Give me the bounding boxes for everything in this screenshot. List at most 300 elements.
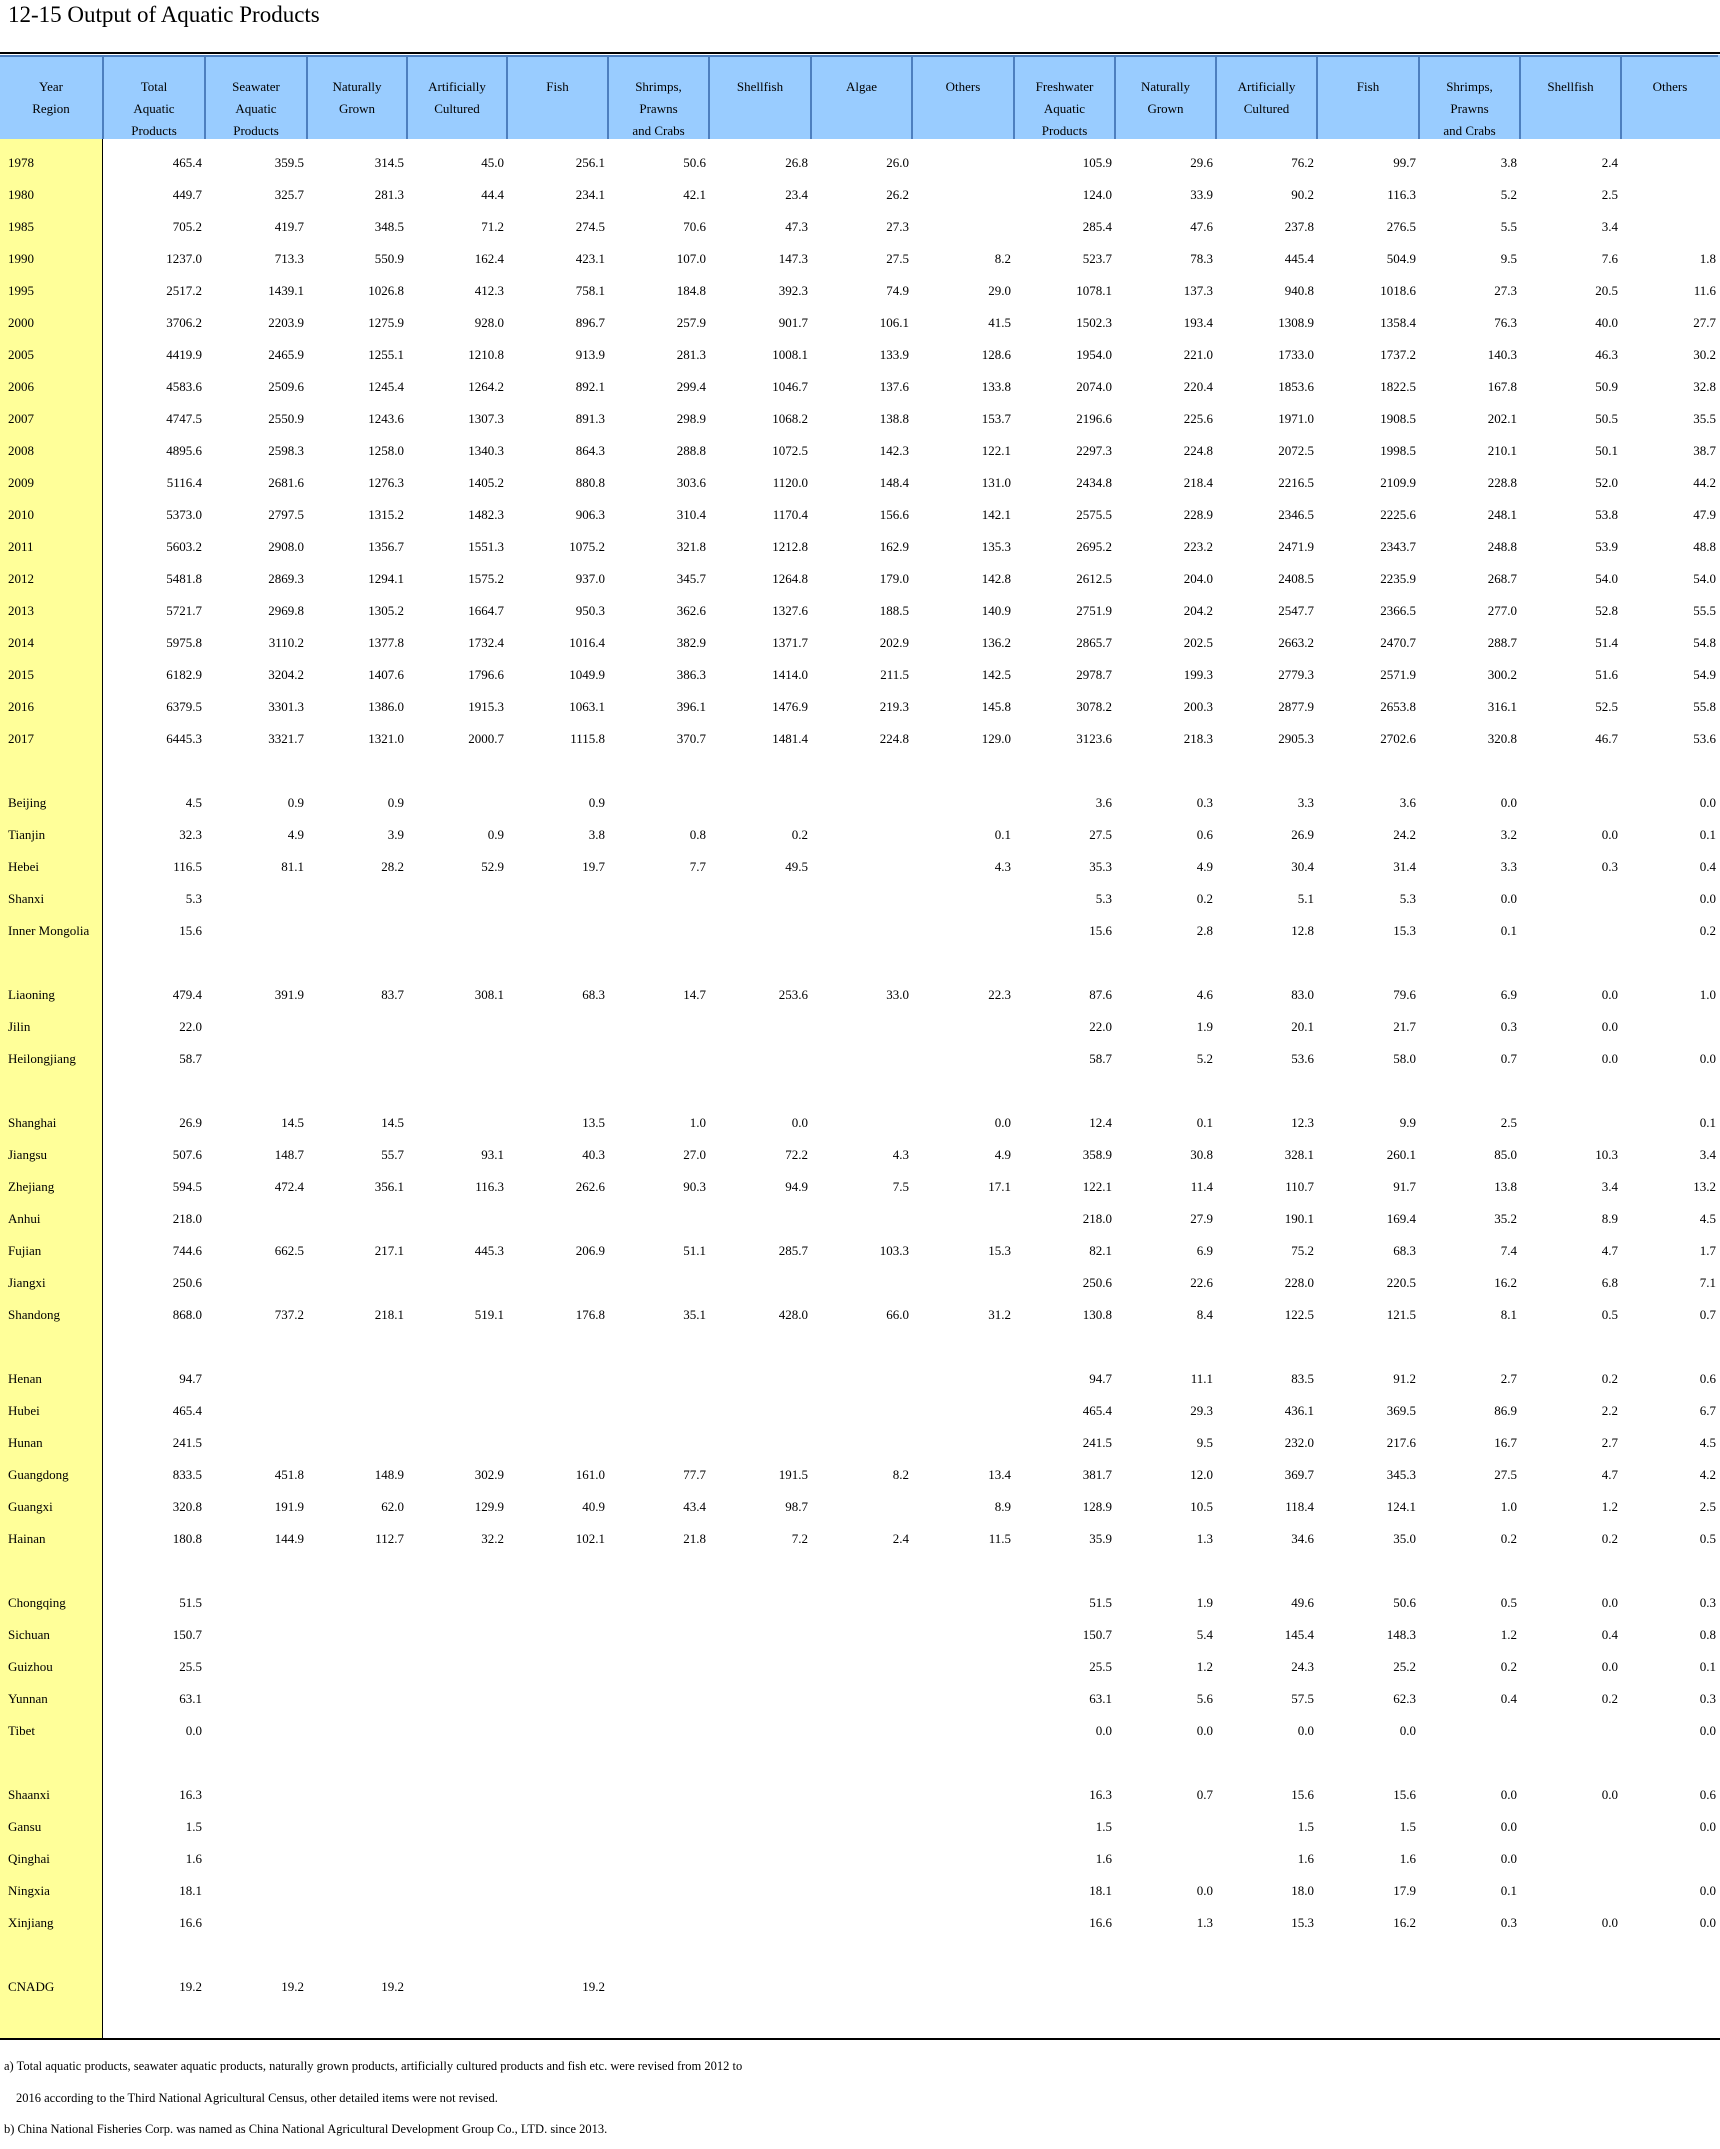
- table-cell: 220.4: [1183, 379, 1213, 394]
- row-label: Xinjiang: [8, 1915, 54, 1930]
- table-cell: 83.5: [1291, 1371, 1314, 1386]
- column-header-line: Aquatic: [235, 101, 277, 116]
- table-cell: 3.2: [1500, 827, 1517, 842]
- table-cell: 0.5: [1699, 1531, 1716, 1546]
- table-cell: 8.9: [1601, 1211, 1618, 1226]
- table-cell: 47.9: [1693, 507, 1716, 522]
- column-header-line: Region: [32, 101, 70, 116]
- table-cell: 191.5: [778, 1467, 808, 1482]
- table-cell: 86.9: [1494, 1403, 1517, 1418]
- row-label: Jilin: [8, 1019, 31, 1034]
- table-cell: 737.2: [274, 1307, 304, 1322]
- table-cell: 2000.7: [468, 731, 504, 746]
- table-cell: 219.3: [879, 699, 909, 714]
- table-cell: 1971.0: [1278, 411, 1314, 426]
- table-cell: 891.3: [575, 411, 605, 426]
- table-cell: 19.2: [179, 1979, 202, 1994]
- table-cell: 8.1: [1500, 1307, 1517, 1322]
- table-cell: 1356.7: [368, 539, 404, 554]
- row-label: 2015: [8, 667, 34, 682]
- table-cell: 1212.8: [772, 539, 808, 554]
- table-cell: 40.0: [1595, 315, 1618, 330]
- table-cell: 2225.6: [1380, 507, 1416, 522]
- table-cell: 1732.4: [468, 635, 504, 650]
- table-cell: 314.5: [374, 155, 404, 170]
- table-cell: 2.7: [1601, 1435, 1618, 1450]
- table-row: [0, 1523, 1720, 1555]
- table-cell: 262.6: [575, 1179, 605, 1194]
- table-cell: 1258.0: [368, 443, 404, 458]
- table-cell: 1.9: [1196, 1595, 1213, 1610]
- table-cell: 0.3: [1699, 1595, 1716, 1610]
- table-cell: 1026.8: [368, 283, 404, 298]
- table-cell: 0.2: [1601, 1691, 1618, 1706]
- table-cell: 5721.7: [166, 603, 202, 618]
- table-cell: 5481.8: [166, 571, 202, 586]
- row-label: 1990: [8, 251, 34, 266]
- table-cell: 13.5: [582, 1115, 605, 1130]
- table-cell: 2.8: [1196, 923, 1213, 938]
- table-cell: 2072.5: [1278, 443, 1314, 458]
- table-cell: 7.6: [1601, 251, 1618, 266]
- table-row: [0, 307, 1720, 339]
- table-row: [0, 915, 1720, 947]
- table-cell: 0.0: [185, 1723, 202, 1738]
- table-cell: 519.1: [474, 1307, 504, 1322]
- table-cell: 1502.3: [1076, 315, 1112, 330]
- table-cell: 5.6: [1196, 1691, 1213, 1706]
- table-cell: 1018.6: [1380, 283, 1416, 298]
- table-cell: 0.0: [1601, 1787, 1618, 1802]
- table-cell: 276.5: [1386, 219, 1416, 234]
- table-cell: 24.3: [1291, 1659, 1314, 1674]
- table-cell: 0.5: [1601, 1307, 1618, 1322]
- table-cell: 0.9: [588, 795, 605, 810]
- table-cell: 358.9: [1082, 1147, 1112, 1162]
- table-cell: 550.9: [374, 251, 404, 266]
- table-cell: 2908.0: [268, 539, 304, 554]
- table-row: [0, 275, 1720, 307]
- table-cell: 20.5: [1595, 283, 1618, 298]
- table-cell: 35.5: [1693, 411, 1716, 426]
- table-cell: 381.7: [1082, 1467, 1112, 1482]
- table-cell: 1120.0: [772, 475, 808, 490]
- table-cell: 7.7: [689, 859, 706, 874]
- table-cell: 11.5: [988, 1531, 1011, 1546]
- table-cell: 162.9: [879, 539, 909, 554]
- table-cell: 169.4: [1386, 1211, 1416, 1226]
- table-cell: 744.6: [172, 1243, 202, 1258]
- table-cell: 228.8: [1487, 475, 1517, 490]
- table-cell: 7.5: [892, 1179, 909, 1194]
- table-row: [0, 1939, 1720, 1971]
- table-row: [0, 1907, 1720, 1939]
- row-label: 2006: [8, 379, 34, 394]
- table-cell: 107.0: [676, 251, 706, 266]
- row-label: Shandong: [8, 1307, 60, 1322]
- table-row: [0, 659, 1720, 691]
- table-cell: 4.5: [1699, 1435, 1716, 1450]
- table-cell: 220.5: [1386, 1275, 1416, 1290]
- table-cell: 17.9: [1393, 1883, 1416, 1898]
- column-header-line: Products: [233, 123, 279, 138]
- table-cell: 0.3: [1196, 795, 1213, 810]
- table-cell: 0.4: [1699, 859, 1716, 874]
- table-cell: 129.0: [981, 731, 1011, 746]
- table-cell: 204.2: [1183, 603, 1213, 618]
- table-cell: 1264.8: [772, 571, 808, 586]
- table-cell: 1.6: [1095, 1851, 1112, 1866]
- table-cell: 76.2: [1291, 155, 1314, 170]
- table-cell: 0.0: [1699, 795, 1716, 810]
- table-cell: 54.0: [1693, 571, 1716, 586]
- table-cell: 523.7: [1082, 251, 1112, 266]
- table-cell: 0.8: [689, 827, 706, 842]
- row-label: 2014: [8, 635, 34, 650]
- table-cell: 24.2: [1393, 827, 1416, 842]
- row-label: Guangxi: [8, 1499, 53, 1514]
- table-cell: 137.6: [879, 379, 909, 394]
- table-cell: 0.2: [1196, 891, 1213, 906]
- table-cell: 1340.3: [468, 443, 504, 458]
- table-cell: 15.3: [1291, 1915, 1314, 1930]
- table-cell: 48.8: [1693, 539, 1716, 554]
- column-header-line: Shrimps,: [1446, 79, 1493, 94]
- column-header: [708, 55, 810, 139]
- table-cell: 1908.5: [1380, 411, 1416, 426]
- table-cell: 1853.6: [1278, 379, 1314, 394]
- table-cell: 4.9: [994, 1147, 1011, 1162]
- table-cell: 1.2: [1196, 1659, 1213, 1674]
- table-cell: 300.2: [1487, 667, 1517, 682]
- table-cell: 1407.6: [368, 667, 404, 682]
- column-header-line: Grown: [1147, 101, 1184, 116]
- table-cell: 94.7: [179, 1371, 202, 1386]
- table-cell: 116.3: [1387, 187, 1416, 202]
- table-cell: 0.3: [1699, 1691, 1716, 1706]
- table-cell: 0.5: [1500, 1595, 1517, 1610]
- column-header-line: Shellfish: [1547, 79, 1594, 94]
- table-cell: 0.0: [1601, 1915, 1618, 1930]
- table-row: [0, 1395, 1720, 1427]
- table-cell: 16.3: [1089, 1787, 1112, 1802]
- table-cell: 0.0: [994, 1115, 1011, 1130]
- table-cell: 928.0: [474, 315, 504, 330]
- table-cell: 50.6: [683, 155, 706, 170]
- table-cell: 140.9: [981, 603, 1011, 618]
- table-row: [0, 851, 1720, 883]
- table-row: [0, 371, 1720, 403]
- note-b: b) China National Fisheries Corp. was named as China National Agricultural Development Group Co., LTD. since 2013.: [4, 2122, 608, 2136]
- table-cell: 896.7: [575, 315, 605, 330]
- table-row: [0, 1779, 1720, 1811]
- table-cell: 77.7: [683, 1467, 706, 1482]
- table-cell: 218.0: [1082, 1211, 1112, 1226]
- column-header: [1418, 55, 1519, 139]
- table-cell: 13.2: [1693, 1179, 1716, 1194]
- table-cell: 0.3: [1601, 859, 1618, 874]
- table-cell: 57.5: [1291, 1691, 1314, 1706]
- table-cell: 6445.3: [166, 731, 202, 746]
- table-cell: 1358.4: [1380, 315, 1416, 330]
- table-cell: 1.3: [1196, 1531, 1213, 1546]
- table-cell: 19.7: [582, 859, 605, 874]
- table-cell: 13.4: [988, 1467, 1011, 1482]
- table-row: [0, 403, 1720, 435]
- table-cell: 7.2: [791, 1531, 808, 1546]
- table-cell: 2074.0: [1076, 379, 1112, 394]
- table-cell: 4.2: [1699, 1467, 1716, 1482]
- table-cell: 142.3: [879, 443, 909, 458]
- table-cell: 1243.6: [368, 411, 404, 426]
- table-cell: 10.5: [1190, 1499, 1213, 1514]
- column-header-line: Others: [1652, 79, 1688, 94]
- row-label: 2017: [8, 731, 34, 746]
- table-cell: 32.3: [179, 827, 202, 842]
- table-cell: 83.7: [381, 987, 404, 1002]
- table-cell: 30.4: [1291, 859, 1314, 874]
- table-cell: 11.4: [1190, 1179, 1213, 1194]
- table-cell: 105.9: [1082, 155, 1112, 170]
- table-cell: 6182.9: [166, 667, 202, 682]
- table-cell: 2978.7: [1076, 667, 1112, 682]
- table-cell: 103.3: [879, 1243, 909, 1258]
- table-cell: 50.5: [1595, 411, 1618, 426]
- table-cell: 202.1: [1487, 411, 1517, 426]
- table-cell: 1.0: [1500, 1499, 1517, 1514]
- table-cell: 864.3: [575, 443, 605, 458]
- table-row: [0, 531, 1720, 563]
- table-cell: 1008.1: [772, 347, 808, 362]
- table-cell: 25.5: [1089, 1659, 1112, 1674]
- table-row: [0, 1459, 1720, 1491]
- table-cell: 54.8: [1693, 635, 1716, 650]
- row-label: Yunnan: [8, 1691, 48, 1706]
- table-cell: 3301.3: [268, 699, 304, 714]
- column-header-line: Artificially: [428, 79, 486, 94]
- table-cell: 2.4: [892, 1531, 909, 1546]
- table-cell: 310.4: [676, 507, 706, 522]
- table-cell: 6.7: [1699, 1403, 1716, 1418]
- table-cell: 53.8: [1595, 507, 1618, 522]
- row-label: Henan: [8, 1371, 42, 1386]
- table-cell: 29.3: [1190, 1403, 1213, 1418]
- table-cell: 10.3: [1595, 1147, 1618, 1162]
- table-cell: 4.7: [1601, 1467, 1618, 1482]
- table-cell: 479.4: [172, 987, 202, 1002]
- table-cell: 210.1: [1487, 443, 1517, 458]
- table-cell: 52.8: [1595, 603, 1618, 618]
- row-label: Hainan: [8, 1531, 46, 1546]
- table-cell: 0.9: [487, 827, 504, 842]
- table-cell: 345.7: [676, 571, 706, 586]
- table-row: [0, 1683, 1720, 1715]
- table-cell: 1245.4: [368, 379, 404, 394]
- column-header-line: Aquatic: [1043, 101, 1086, 116]
- table-cell: 11.6: [1693, 283, 1716, 298]
- table-cell: 224.8: [1183, 443, 1213, 458]
- table-cell: 54.9: [1693, 667, 1716, 682]
- table-cell: 223.2: [1183, 539, 1213, 554]
- table-cell: 2470.7: [1380, 635, 1416, 650]
- table-cell: 1.9: [1196, 1019, 1213, 1034]
- column-header-line: Cultured: [1243, 101, 1290, 116]
- table-cell: 1.6: [1297, 1851, 1314, 1866]
- row-label: Zhejiang: [8, 1179, 55, 1194]
- table-cell: 1315.2: [368, 507, 404, 522]
- table-cell: 2465.9: [268, 347, 304, 362]
- table-cell: 392.3: [778, 283, 808, 298]
- table-cell: 445.3: [474, 1243, 504, 1258]
- table-cell: 27.5: [886, 251, 909, 266]
- table-cell: 1915.3: [468, 699, 504, 714]
- table-cell: 5.5: [1500, 219, 1517, 234]
- table-cell: 2.5: [1500, 1115, 1517, 1130]
- column-header: [1013, 55, 1114, 139]
- table-row: [0, 723, 1720, 755]
- table-cell: 167.8: [1487, 379, 1517, 394]
- table-cell: 1.8: [1699, 251, 1716, 266]
- column-header: [1316, 55, 1418, 139]
- table-cell: 391.9: [274, 987, 304, 1002]
- table-cell: 79.6: [1393, 987, 1416, 1002]
- table-cell: 281.3: [676, 347, 706, 362]
- table-row: [0, 243, 1720, 275]
- table-row: [0, 147, 1720, 179]
- column-header-line: Products: [131, 123, 177, 138]
- table-cell: 1255.1: [368, 347, 404, 362]
- table-cell: 19.2: [381, 1979, 404, 1994]
- table-cell: 2571.9: [1380, 667, 1416, 682]
- table-cell: 0.0: [1500, 1851, 1517, 1866]
- table-cell: 940.8: [1284, 283, 1314, 298]
- table-cell: 18.1: [179, 1883, 202, 1898]
- row-label: Sichuan: [8, 1627, 50, 1642]
- table-cell: 218.1: [374, 1307, 404, 1322]
- table-cell: 316.1: [1487, 699, 1517, 714]
- table-cell: 2969.8: [268, 603, 304, 618]
- table-cell: 35.3: [1089, 859, 1112, 874]
- table-cell: 0.0: [1399, 1723, 1416, 1738]
- table-cell: 184.8: [676, 283, 706, 298]
- table-cell: 465.4: [172, 155, 202, 170]
- table-cell: 161.0: [575, 1467, 605, 1482]
- table-cell: 21.8: [683, 1531, 706, 1546]
- row-label: Beijing: [8, 795, 47, 810]
- table-cell: 320.8: [172, 1499, 202, 1514]
- table-cell: 257.9: [676, 315, 706, 330]
- table-cell: 2471.9: [1278, 539, 1314, 554]
- table-cell: 8.2: [892, 1467, 909, 1482]
- table-cell: 2575.5: [1076, 507, 1112, 522]
- table-cell: 504.9: [1386, 251, 1416, 266]
- table-row: [0, 339, 1720, 371]
- table-cell: 91.2: [1393, 1371, 1416, 1386]
- table-cell: 2865.7: [1076, 635, 1112, 650]
- table-row: [0, 1107, 1720, 1139]
- table-cell: 285.7: [778, 1243, 808, 1258]
- table-cell: 16.2: [1494, 1275, 1517, 1290]
- table-cell: 44.2: [1693, 475, 1716, 490]
- table-cell: 133.9: [879, 347, 909, 362]
- row-label: Ningxia: [8, 1883, 50, 1898]
- table-cell: 19.2: [582, 1979, 605, 1994]
- table-cell: 3.4: [1601, 1179, 1618, 1194]
- table-cell: 1.2: [1500, 1627, 1517, 1642]
- table-row: [0, 1075, 1720, 1107]
- table-cell: 288.7: [1487, 635, 1517, 650]
- table-cell: 0.0: [1500, 1787, 1517, 1802]
- table-cell: 51.6: [1595, 667, 1618, 682]
- table-cell: 0.0: [1699, 1915, 1716, 1930]
- row-label: Hubei: [8, 1403, 40, 1418]
- table-cell: 1321.0: [368, 731, 404, 746]
- table-cell: 8.9: [994, 1499, 1011, 1514]
- table-cell: 2196.6: [1076, 411, 1112, 426]
- table-cell: 190.1: [1284, 1211, 1314, 1226]
- row-label: CNADG: [8, 1979, 55, 1994]
- table-cell: 2.5: [1699, 1499, 1716, 1514]
- table-row: [0, 499, 1720, 531]
- column-header-line: Year: [39, 79, 63, 94]
- table-cell: 6.9: [1500, 987, 1517, 1002]
- table-cell: 2297.3: [1076, 443, 1112, 458]
- table-row: [0, 1299, 1720, 1331]
- column-header: [204, 55, 306, 139]
- table-cell: 3.8: [1500, 155, 1517, 170]
- table-cell: 221.0: [1183, 347, 1213, 362]
- table-cell: 193.4: [1183, 315, 1213, 330]
- table-cell: 4.7: [1601, 1243, 1618, 1258]
- table-cell: 1327.6: [772, 603, 808, 618]
- table-cell: 0.0: [1500, 1819, 1517, 1834]
- table-cell: 1275.9: [368, 315, 404, 330]
- table-cell: 1.6: [185, 1851, 202, 1866]
- table-cell: 47.3: [785, 219, 808, 234]
- table-cell: 98.7: [785, 1499, 808, 1514]
- table-cell: 7.4: [1500, 1243, 1517, 1258]
- table-cell: 12.0: [1190, 1467, 1213, 1482]
- table-cell: 27.3: [886, 219, 909, 234]
- table-cell: 6379.5: [166, 699, 202, 714]
- table-cell: 758.1: [575, 283, 605, 298]
- table-cell: 1733.0: [1278, 347, 1314, 362]
- table-cell: 1575.2: [468, 571, 504, 586]
- table-cell: 148.9: [374, 1467, 404, 1482]
- table-cell: 662.5: [274, 1243, 304, 1258]
- table-cell: 191.9: [274, 1499, 304, 1514]
- table-cell: 53.6: [1291, 1051, 1314, 1066]
- column-header: [911, 55, 1013, 139]
- row-label: Chongqing: [8, 1595, 66, 1610]
- table-cell: 1405.2: [468, 475, 504, 490]
- row-label: 1995: [8, 283, 34, 298]
- table-cell: 144.9: [274, 1531, 304, 1546]
- table-row: [0, 627, 1720, 659]
- table-cell: 2109.9: [1380, 475, 1416, 490]
- table-row: [0, 211, 1720, 243]
- table-cell: 288.8: [676, 443, 706, 458]
- table-row: [0, 1875, 1720, 1907]
- table-cell: 55.7: [381, 1147, 404, 1162]
- table-cell: 302.9: [474, 1467, 504, 1482]
- table-cell: 833.5: [172, 1467, 202, 1482]
- table-cell: 53.6: [1693, 731, 1716, 746]
- table-cell: 0.0: [1095, 1723, 1112, 1738]
- table-cell: 228.9: [1183, 507, 1213, 522]
- row-label: Anhui: [8, 1211, 41, 1226]
- table-cell: 26.2: [886, 187, 909, 202]
